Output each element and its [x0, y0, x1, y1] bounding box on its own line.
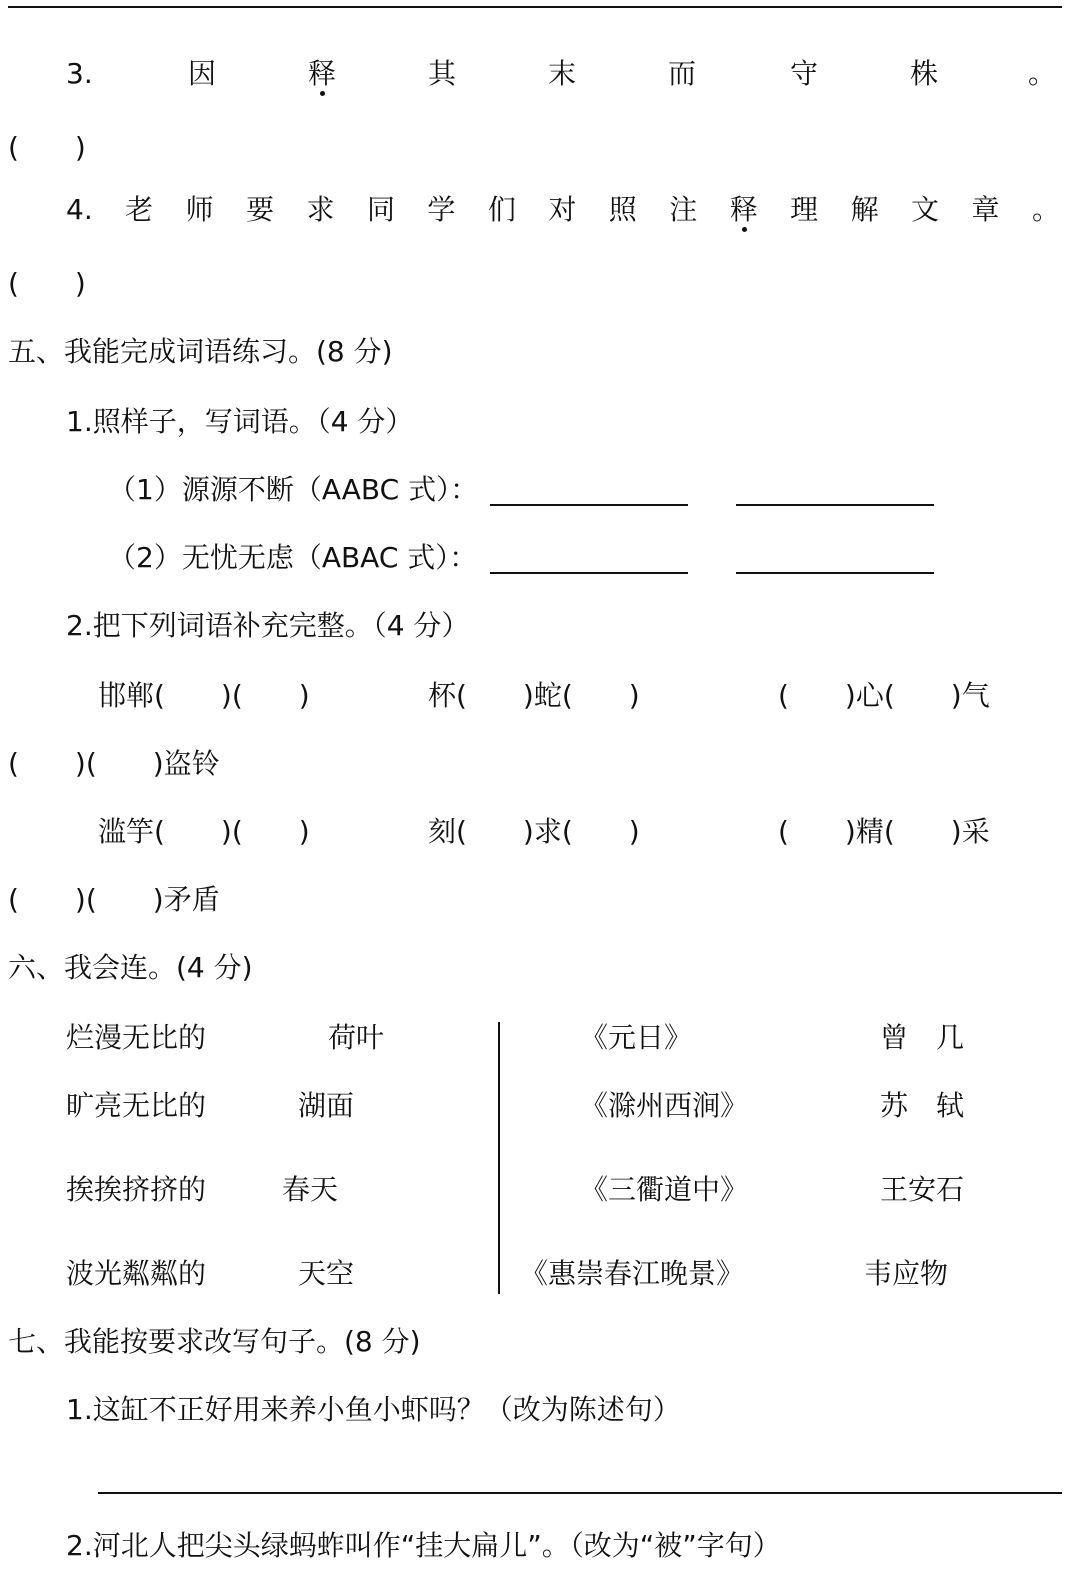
section-7-q1: 1.这缸不正好用来养小鱼小虾吗？（改为陈述句）: [66, 1393, 681, 1426]
q3-char: 因: [188, 57, 217, 90]
q3-char: 而: [668, 57, 697, 90]
answer-blank[interactable]: [736, 572, 934, 574]
q4-char: 注: [669, 193, 698, 226]
q4-char: 章: [971, 193, 1000, 226]
match-left-adjective[interactable]: 波光粼粼的: [66, 1257, 207, 1290]
q4-char: 们: [487, 193, 516, 226]
q4-char-dotted: 释: [729, 193, 758, 226]
q4-char: 文: [911, 193, 940, 226]
q4-char: 求: [306, 193, 335, 226]
top-rule: [8, 6, 1062, 8]
match-right-poem[interactable]: 《三衢道中》: [580, 1173, 749, 1206]
question-4-sentence: [66, 193, 1060, 226]
section-6-title: 六、我会连。(4 分): [8, 951, 253, 984]
match-right-poem[interactable]: 《元日》: [580, 1021, 693, 1054]
q3-char: 。: [1028, 57, 1057, 90]
q4-char: 解: [850, 193, 879, 226]
q3-char: 守: [790, 57, 819, 90]
q4-char: 要: [246, 193, 275, 226]
idiom-fill[interactable]: ( )精( )采: [778, 815, 990, 848]
match-left-adjective[interactable]: 旷亮无比的: [66, 1089, 207, 1122]
answer-blank[interactable]: [98, 1492, 1062, 1494]
q4-char: 理: [790, 193, 819, 226]
q4-char: 学: [427, 193, 456, 226]
match-right-poet[interactable]: 曾 几: [880, 1021, 965, 1054]
question-3-number: 3.: [66, 57, 93, 90]
answer-blank[interactable]: [490, 504, 688, 506]
section-7-title: 七、我能按要求改写句子。(8 分): [8, 1325, 421, 1358]
match-left-adjective[interactable]: 挨挨挤挤的: [66, 1173, 207, 1206]
match-left-noun[interactable]: 荷叶: [328, 1021, 385, 1054]
match-right-poet[interactable]: 韦应物: [864, 1257, 949, 1290]
match-left-noun[interactable]: 湖面: [298, 1089, 355, 1122]
idiom-fill[interactable]: 邯郸( )( ): [98, 679, 310, 712]
answer-blank[interactable]: [490, 572, 688, 574]
q3-char: 其: [428, 57, 457, 90]
idiom-fill[interactable]: ( )( )矛盾: [8, 883, 220, 916]
q3-char: 株: [910, 57, 939, 90]
section-5-q1-item2: （2）无忧无虑（ABAC 式）：: [108, 541, 478, 574]
q4-char: 。: [1031, 193, 1060, 226]
question-4-answer-paren[interactable]: ( ): [8, 267, 86, 300]
q4-char: 同: [366, 193, 395, 226]
match-right-poem[interactable]: 《滁州西涧》: [580, 1089, 749, 1122]
answer-blank[interactable]: [736, 504, 934, 506]
idiom-fill[interactable]: ( )心( )气: [778, 679, 990, 712]
section-5-q1-title: 1.照样子，写词语。（4 分）: [66, 405, 414, 438]
question-3-answer-paren[interactable]: ( ): [8, 131, 86, 164]
section-7-q2: 2.河北人把尖头绿蚂蚱叫作“挂大扁儿”。（改为“被”字句）: [66, 1529, 781, 1562]
idiom-fill[interactable]: 刻( )求( ): [428, 815, 640, 848]
match-left-adjective[interactable]: 烂漫无比的: [66, 1021, 207, 1054]
idiom-fill[interactable]: ( )( )盗铃: [8, 747, 220, 780]
idiom-fill[interactable]: 杯( )蛇( ): [428, 679, 640, 712]
match-right-poet[interactable]: 王安石: [880, 1173, 965, 1206]
q4-char: 老: [125, 193, 154, 226]
match-divider-line: [498, 1022, 500, 1294]
q4-char: 照: [608, 193, 637, 226]
q3-char: 末: [548, 57, 577, 90]
q3-char-dotted: 释: [308, 57, 337, 90]
match-left-noun[interactable]: 天空: [298, 1257, 355, 1290]
match-right-poet[interactable]: 苏 轼: [880, 1089, 965, 1122]
match-left-noun[interactable]: 春天: [282, 1173, 339, 1206]
question-4-number: 4.: [66, 193, 93, 226]
section-5-title: 五、我能完成词语练习。(8 分): [8, 335, 393, 368]
q4-char: 对: [548, 193, 577, 226]
idiom-fill[interactable]: 滥竽( )( ): [98, 815, 310, 848]
q4-char: 师: [185, 193, 214, 226]
section-5-q1-item1: （1）源源不断（AABC 式）：: [108, 473, 479, 506]
match-right-poem[interactable]: 《惠崇春江晚景》: [520, 1257, 745, 1290]
section-5-q2-title: 2.把下列词语补充完整。（4 分）: [66, 609, 470, 642]
